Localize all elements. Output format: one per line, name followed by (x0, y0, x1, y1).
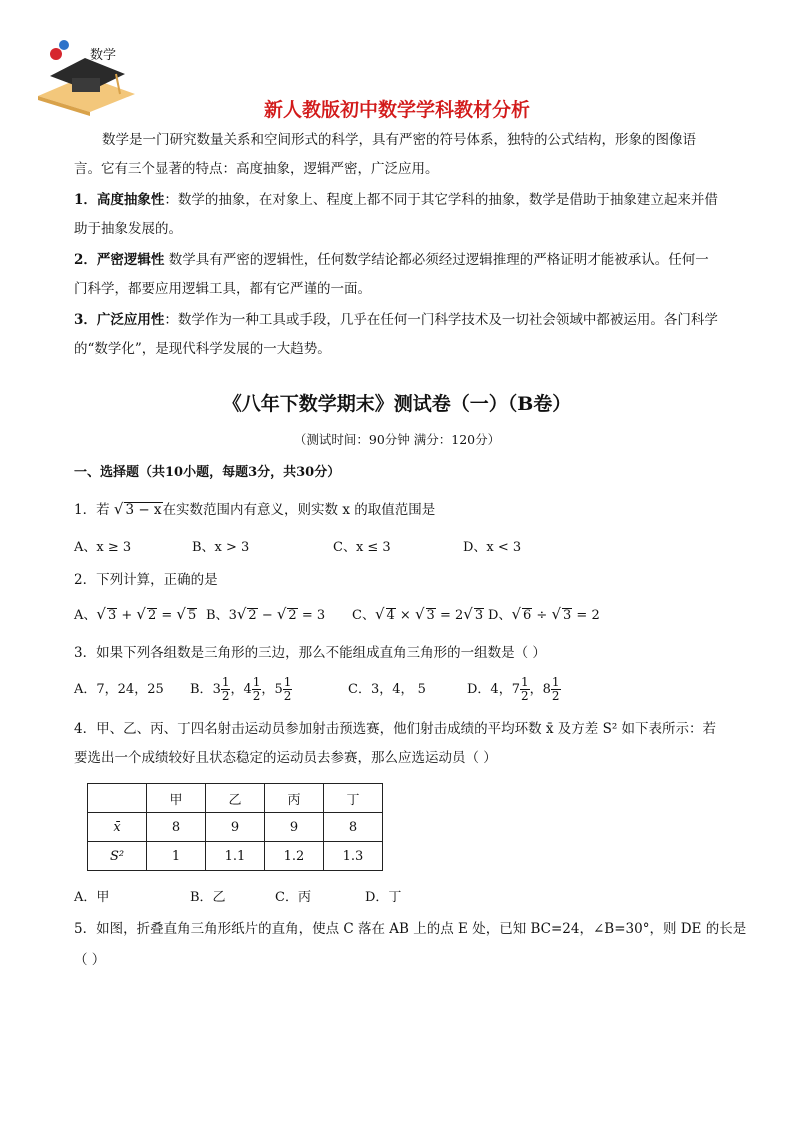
q4-option-c: C．丙 (275, 890, 311, 905)
exam-subtitle: （测试时间：90分钟 满分：120分） (293, 432, 501, 447)
q3-option-d: D．4，7 $\frac{1}{2}$ ，8 $\frac{1}{2}$ (467, 675, 560, 703)
question-3: 3．如果下列各组数是三角形的三边，那么不能组成直角三角形的一组数是（ ） (74, 645, 546, 661)
table-cell: 1.1 (206, 842, 265, 871)
whole: 5 (274, 682, 283, 697)
q4-option-b: B．乙 (190, 890, 226, 905)
q1-prefix: 1．若 (74, 502, 114, 518)
table-cell: 1.3 (324, 842, 383, 871)
table-cell: 1 (147, 842, 206, 871)
radicand: 3 (563, 608, 572, 623)
radicand: 3 (426, 608, 435, 623)
denominator: 2 (221, 689, 230, 703)
numerator: 1 (283, 675, 292, 689)
whole: 7 (511, 682, 520, 697)
radicand: 2 (147, 608, 157, 623)
fraction (221, 676, 231, 703)
denominator: 2 (551, 689, 560, 703)
table-cell: 丙 (265, 784, 324, 813)
q2-option-b: B、3√ 2 − √ 2 = 3 (206, 605, 326, 623)
option-label: D、 (488, 608, 512, 623)
table-cell: 8 (147, 813, 206, 842)
intro-paragraph: 数学是一门研究数量关系和空间形式的科学，具有严密的符号体系，独特的公式结构，形象的图像语言。它有三个显著的特点：高度抽象，逻辑严密，广泛应用。 (74, 132, 696, 177)
question-5-line1: 5．如图，折叠直角三角形纸片的直角，使点 C 落在 AB 上的点 E 处，已知 BC=24，∠B=30°，则 DE 的长是 (74, 921, 747, 937)
q4-option-a: A．甲 (74, 890, 110, 905)
radicand: 2 (248, 608, 257, 623)
table-cell: S² (88, 842, 147, 871)
q1-option-d: D、x < 3 (463, 540, 522, 555)
whole: 3 (212, 682, 221, 697)
radicand: 5 (187, 608, 197, 623)
q1-option-c: C、x ≤ 3 (333, 540, 391, 555)
point-label: 1．高度抽象性 (74, 192, 165, 208)
fraction (520, 676, 530, 703)
radicand: 2 (288, 608, 297, 623)
point-label: 2．严密逻辑性 (74, 252, 165, 268)
table-cell: 乙 (206, 784, 265, 813)
table-row (88, 842, 383, 871)
point-text: ：数学作为一种工具或手段，几乎在任何一门科学技术及一切社会领域中都被运用。各门科学的“数学化”，是现代科学发展的一大趋势。 (74, 312, 718, 357)
option-label: C、 (352, 608, 375, 623)
q1-radicand: 3 − x (125, 502, 162, 518)
score-table (87, 783, 383, 871)
radicand: 3 (107, 608, 117, 623)
table-header-row (88, 784, 383, 813)
table-cell: x̄ (88, 813, 147, 842)
q2-option-c: C、√ 4 × √ 3 = 2√ 3 (352, 605, 484, 623)
numerator: 1 (252, 675, 261, 689)
question-4-line1: 4．甲、乙、丙、丁四名射击运动员参加射击预选赛，他们射击成绩的平均环数 x̄ 及方差 S² 如下表所示：若 (74, 721, 717, 737)
table-cell: 8 (324, 813, 383, 842)
result: 3 (316, 608, 326, 623)
q3-option-a: A．7，24，25 (74, 682, 164, 697)
table-cell: 1.2 (265, 842, 324, 871)
table-cell (88, 784, 147, 813)
option-label: B、 (206, 608, 229, 623)
table-cell: 丁 (324, 784, 383, 813)
whole: 8 (542, 682, 551, 697)
whole: 4 (243, 682, 252, 697)
radicand: 4 (386, 608, 395, 623)
q2-option-a: A、√ 3 + √ 2 = √ 5 (74, 605, 197, 623)
q3-option-c: C．3，4， 5 (348, 682, 426, 697)
result: 2 (591, 608, 600, 623)
intro-point-1 (74, 186, 722, 244)
point-text: 数学具有严密的逻辑性，任何数学结论都必须经过逻辑推理的严格证明才能被承认。任何一门科学，都要应用逻辑工具，都有它严谨的一面。 (74, 252, 709, 297)
section-heading: 一、选择题（共10小题，每题3分，共30分） (74, 465, 341, 480)
q1-option-b: B、x > 3 (192, 540, 250, 555)
point-text: ：数学的抽象，在对象上、程度上都不同于其它学科的抽象，数学是借助于抽象建立起来并借助于抽象发展的。 (74, 192, 718, 237)
intro-point-3 (74, 306, 722, 364)
exam-title: 《八年下数学期末》测试卷（一）（B卷） (222, 393, 572, 415)
table-row (88, 813, 383, 842)
question-5-line2: （ ） (74, 952, 106, 968)
option-label: A、 (74, 608, 97, 623)
q1-option-a: A、x ≥ 3 (74, 540, 132, 555)
fraction (252, 676, 262, 703)
fraction (283, 676, 293, 703)
coefficient: 2 (454, 608, 464, 623)
denominator: 2 (520, 689, 529, 703)
logo-label: 数学 (90, 48, 117, 63)
numerator: 1 (221, 675, 230, 689)
question-1: 1．若 √ 3 − x在实数范围内有意义，则实数 x 的取值范围是 (74, 500, 436, 518)
option-label: D．4， (467, 682, 512, 697)
q3-option-b: B．3 $\frac{1}{2}$ ，4 $\frac{1}{2}$ ，5 $\frac{1}{2}$ (190, 675, 292, 703)
q2-option-d: D、√ 6 ÷ √ 3 = 2 (488, 605, 600, 623)
question-2: 2．下列计算，正确的是 (74, 572, 218, 588)
q4-option-d: D．丁 (365, 890, 402, 905)
banner-title: 新人教版初中数学学科教材分析 (263, 99, 530, 121)
radicand: 3 (474, 608, 484, 623)
radicand: 6 (523, 608, 532, 623)
table-cell: 9 (206, 813, 265, 842)
numerator: 1 (551, 675, 560, 689)
numerator: 1 (520, 675, 529, 689)
point-label: 3．广泛应用性 (74, 312, 165, 328)
fraction (551, 676, 561, 703)
denominator: 2 (252, 689, 261, 703)
table-cell: 甲 (147, 784, 206, 813)
coefficient: 3 (228, 608, 237, 623)
denominator: 2 (283, 689, 292, 703)
q1-suffix: 在实数范围内有意义，则实数 x 的取值范围是 (162, 502, 436, 518)
table-cell: 9 (265, 813, 324, 842)
question-4-line2: 要选出一个成绩较好且状态稳定的运动员去参赛，那么应选运动员（ ） (74, 750, 497, 766)
intro-point-2 (74, 246, 722, 304)
option-label: B． (190, 682, 213, 697)
